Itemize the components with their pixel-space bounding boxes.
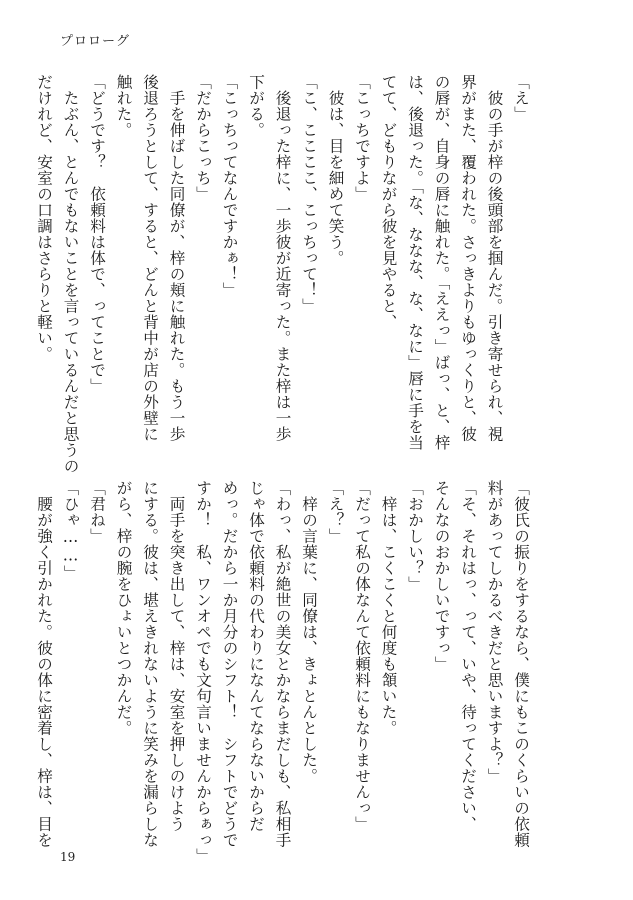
text-line: 「え」 xyxy=(512,74,530,122)
text-line: 梓は、こくこくと何度も頷いた。 xyxy=(379,480,398,736)
text-line: 手を伸ばした同僚が、梓の頬に触れた。もう一歩 xyxy=(167,74,186,442)
text-line: すか！ 私、ワンオペでも文句言いませんからぁっ」 xyxy=(194,480,212,864)
page-number: 19 xyxy=(60,850,76,864)
text-line: 両手を突き出して、梓は、安室を押しのけよう xyxy=(167,480,186,832)
text-line: 「こっちですよ」 xyxy=(353,74,371,202)
text-line: 彼の手が梓の後頭部を掴んだ。引き寄せられ、視 xyxy=(485,74,504,442)
text-line: 「彼氏の振りをするなら、僕にもこのくらいの依頼 xyxy=(512,480,530,848)
text-line: がら、梓の腕をひょいとつかんだ。 xyxy=(114,480,133,736)
text-line: 「え？」 xyxy=(326,480,345,544)
text-line: の唇が、自身の唇に触れた。「ええっ」ばっ、と、梓 xyxy=(432,74,451,451)
text-line: 料があってしかるべきだと思いますよ？」 xyxy=(485,480,504,784)
text-line: 「わっ、私が絶世の美女とかならまだしも、私相手 xyxy=(273,480,292,848)
text-line: 後退ろうとして、すると、どんと背中が店の外壁に xyxy=(141,74,159,442)
text-line: だけれど、安室の口調はさらりと軽い。 xyxy=(35,74,53,362)
text-line: 「ひゃ……」 xyxy=(61,480,80,581)
text-line: そんなのおかしいですっ」 xyxy=(432,480,451,672)
text-line: 下がる。 xyxy=(247,74,265,138)
text-line: たぶん、とんでもないことを言っているんだと思うの xyxy=(61,74,80,474)
text-line: 後退った梓に、一歩彼が近寄った。また梓は一歩 xyxy=(273,74,292,442)
text-line: 梓の言葉に、同僚は、きょとんとした。 xyxy=(300,480,318,784)
chapter-title: プロローグ xyxy=(60,34,131,49)
text-line: にする。彼は、堪えきれないように笑みを漏らしな xyxy=(141,480,159,848)
text-line: 界がまた、覆われた。さっきよりもゆっくりと、彼 xyxy=(459,74,477,442)
text-line: 「こ、ここここ、こっちって！」 xyxy=(300,74,318,314)
text-line: てて、どもりながら彼を見やると、 xyxy=(379,74,398,330)
text-line: 「そ、それはっ、って、いや、待ってください、 xyxy=(459,480,477,832)
text-line: は、後退った。「な、ななな、な、なに」唇に手を当 xyxy=(406,74,424,451)
top-text-section xyxy=(35,74,534,474)
text-line: 触れた。 xyxy=(114,74,133,138)
text-line: 「どうです？ 依頼料は体で、ってことで」 xyxy=(88,74,106,394)
text-line: 「おかしい？」 xyxy=(406,480,424,592)
text-line: 「だからこっち」 xyxy=(194,74,212,202)
text-line: 「だって私の体なんて依頼料にもなりませんっ」 xyxy=(353,480,371,832)
text-line: 「君ね」 xyxy=(88,480,106,544)
text-line: 腰が強く引かれた。彼の体に密着し、梓は、目を xyxy=(35,480,53,848)
text-line: 「こっちってなんですかぁ！」 xyxy=(220,74,239,298)
text-line: めっ。だから一か月分のシフト！ シフトでどうで xyxy=(220,480,239,848)
text-line: 彼は、目を細めて笑う。 xyxy=(326,74,345,266)
text-line: じゃ体で依頼料の代わりになんてならないからだ xyxy=(247,480,265,832)
